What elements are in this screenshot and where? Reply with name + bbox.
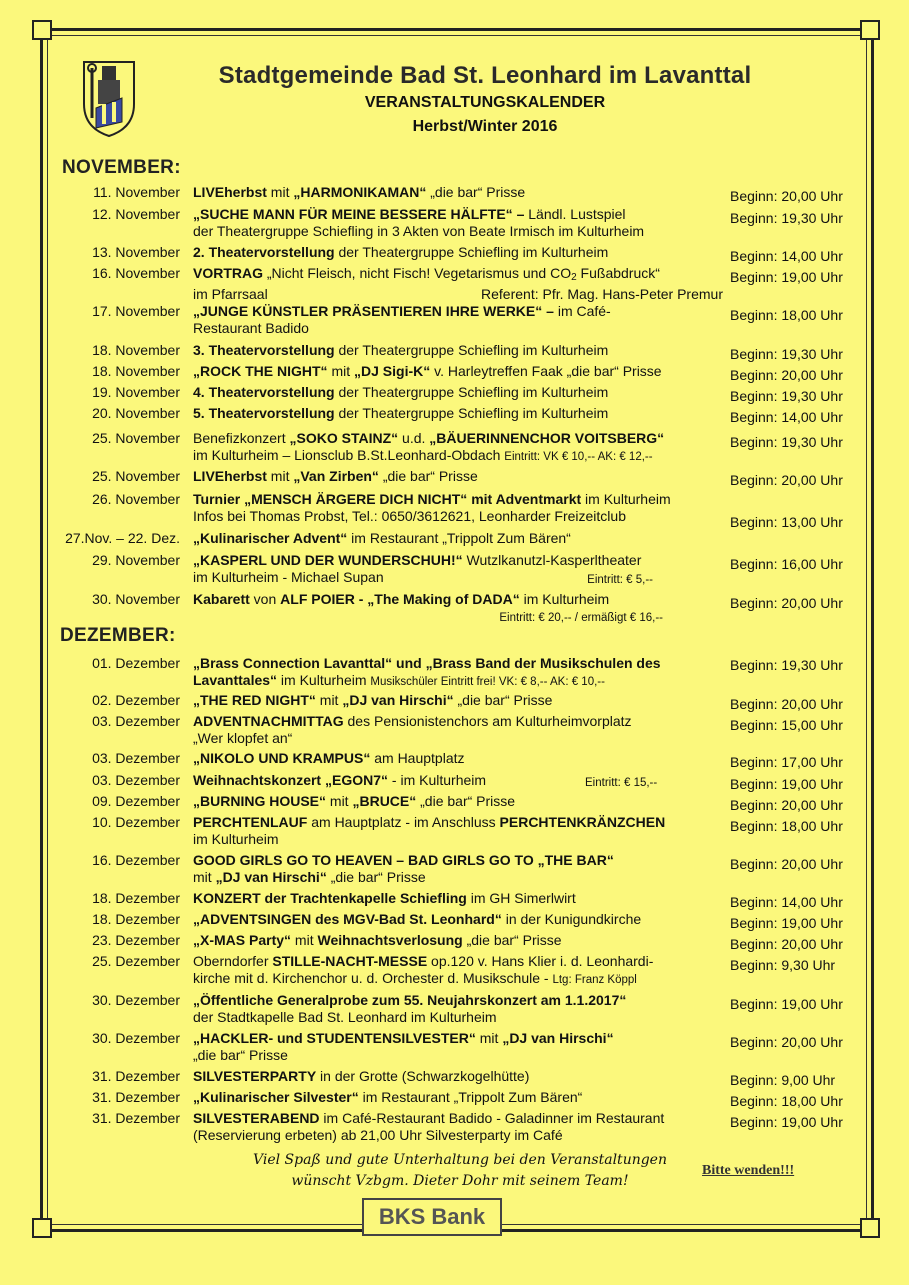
event-begin: Beginn: 9,30 Uhr	[730, 957, 836, 973]
event-date: 19. November	[92, 384, 180, 400]
event-begin: Beginn: 20,00 Uhr	[730, 595, 843, 611]
event-begin: Beginn: 19,00 Uhr	[730, 915, 843, 931]
event-date: 11. November	[93, 184, 180, 200]
event-begin: Beginn: 19,30 Uhr	[730, 210, 843, 226]
event-begin: Beginn: 18,00 Uhr	[730, 1093, 843, 1109]
event-text: „Kulinarischer Silvester“ im Restaurant „Trippolt Zum Bären“	[193, 1089, 583, 1105]
frame-corner	[860, 1218, 880, 1238]
event-begin: Beginn: 20,00 Uhr	[730, 472, 843, 488]
event-date: 25. November	[92, 430, 180, 446]
event-text: Weihnachtskonzert „EGON7“ - im Kulturheim Eintritt: € 15,--	[193, 772, 658, 789]
event-date: 29. November	[92, 552, 180, 568]
event-text: SILVESTERABEND im Café-Restaurant Badido - Galadinner im Restaurant (Reservierung erbeten) ab 21,00 Uhr Silvesterparty im Café	[193, 1110, 665, 1143]
event-begin: Beginn: 14,00 Uhr	[730, 894, 843, 910]
event-text: LIVEherbst mit „Van Zirben“ „die bar“ Prisse	[193, 468, 478, 484]
event-text: „HACKLER- und STUDENTENSILVESTER“ mit „DJ van Hirschi“ „die bar“ Prisse	[193, 1030, 614, 1063]
event-date: 12. November	[92, 206, 180, 222]
event-text: „Öffentliche Generalprobe zum 55. Neujahrskonzert am 1.1.2017“ der Stadtkapelle Bad St. Leonhard im Kulturheim	[193, 992, 627, 1025]
page-title: Stadtgemeinde Bad St. Leonhard im Lavanttal	[218, 62, 752, 89]
month-heading-november: NOVEMBER:	[62, 157, 181, 178]
page-subtitle: VERANSTALTUNGSKALENDER	[364, 94, 606, 111]
event-date: 16. Dezember	[92, 852, 180, 868]
event-begin: Beginn: 18,00 Uhr	[730, 818, 843, 834]
event-begin: Beginn: 14,00 Uhr	[730, 248, 843, 264]
event-text: „Brass Connection Lavanttal“ und „Brass Band der Musikschulen des Lavanttales“ im Kulturheim Musikschüler Eintritt frei! VK: € 8,-- AK: € 10,--	[193, 655, 661, 688]
event-date: 18. November	[92, 342, 180, 358]
event-text: Oberndorfer STILLE-NACHT-MESSE op.120 v. Hans Klier i. d. Leonhardi- kirche mit d. Kirchenchor u. d. Orchester d. Musikschule - Ltg: Franz Köppl	[193, 953, 654, 986]
event-text: „ROCK THE NIGHT“ mit „DJ Sigi-K“ v. Harleytreffen Faak „die bar“ Prisse	[193, 363, 662, 379]
turn-page-note: Bitte wenden!!!	[702, 1163, 795, 1178]
event-date: 31. Dezember	[92, 1110, 180, 1126]
event-text: SILVESTERPARTY in der Grotte (Schwarzkogelhütte)	[193, 1068, 530, 1084]
event-text: GOOD GIRLS GO TO HEAVEN – BAD GIRLS GO TO „THE BAR“ mit „DJ van Hirschi“ „die bar“ Prisse	[193, 852, 614, 885]
event-begin: Beginn: 19,30 Uhr	[730, 346, 843, 362]
event-begin: Beginn: 18,00 Uhr	[730, 307, 843, 323]
event-begin: Beginn: 20,00 Uhr	[730, 188, 843, 204]
event-begin: Beginn: 16,00 Uhr	[730, 556, 843, 572]
event-begin: Beginn: 19,30 Uhr	[730, 388, 843, 404]
event-date: 01. Dezember	[92, 655, 180, 671]
event-date: 25. Dezember	[92, 953, 180, 969]
event-date: 03. Dezember	[92, 750, 180, 766]
event-text: „ADVENTSINGEN des MGV-Bad St. Leonhard“ in der Kunigundkirche	[193, 911, 642, 927]
event-text: 4. Theatervorstellung der Theatergruppe Schiefling im Kulturheim	[193, 384, 609, 400]
greeting-line: Viel Spaß und gute Unterhaltung bei den Veranstaltungen	[253, 1152, 667, 1168]
event-begin: Beginn: 19,30 Uhr	[730, 434, 843, 450]
event-text: „X-MAS Party“ mit Weihnachtsverlosung „die bar“ Prisse	[193, 932, 562, 948]
event-begin: Beginn: 14,00 Uhr	[730, 409, 843, 425]
event-text: ADVENTNACHMITTAG des Pensionistenchors am Kulturheimvorplatz „Wer klopfet an“	[193, 713, 632, 746]
event-text: 5. Theatervorstellung der Theatergruppe Schiefling im Kulturheim	[193, 405, 609, 421]
event-begin: Beginn: 20,00 Uhr	[730, 797, 843, 813]
event-date: 26. November	[92, 491, 180, 507]
event-begin: Beginn: 9,00 Uhr	[730, 1072, 836, 1088]
event-date: 18. November	[92, 363, 180, 379]
event-begin: Beginn: 19,30 Uhr	[730, 657, 843, 673]
event-text: „BURNING HOUSE“ mit „BRUCE“ „die bar“ Prisse	[193, 793, 516, 809]
frame-corner	[860, 20, 880, 40]
event-begin: Beginn: 20,00 Uhr	[730, 856, 843, 872]
event-begin: Beginn: 19,00 Uhr	[730, 776, 843, 792]
event-text: Turnier „MENSCH ÄRGERE DICH NICHT“ mit Adventmarkt im Kulturheim Infos bei Thomas Probst, Tel.: 0650/3612621, Leonharder Freizeitclub	[193, 491, 671, 524]
event-text: Benefizkonzert „SOKO STAINZ“ u.d. „BÄUERINNENCHOR VOITSBERG“ im Kulturheim – Lionsclub B.St.Leonhard-Obdach Eintritt: VK € 10,-- AK: € 12,--	[193, 430, 665, 463]
event-date: 16. November	[92, 265, 180, 281]
event-date: 25. November	[92, 468, 180, 484]
event-date: 02. Dezember	[92, 692, 180, 708]
event-text: LIVEherbst mit „HARMONIKAMAN“ „die bar“ Prisse	[193, 184, 526, 200]
event-date: 03. Dezember	[92, 772, 180, 788]
event-date: 27.Nov. – 22. Dez.	[65, 530, 180, 546]
coat-of-arms-icon	[80, 58, 138, 138]
frame-corner	[32, 20, 52, 40]
event-date: 17. November	[92, 303, 180, 319]
sponsor-logo: BKS Bank	[362, 1198, 502, 1236]
event-begin: Beginn: 20,00 Uhr	[730, 936, 843, 952]
event-date: 18. Dezember	[92, 911, 180, 927]
event-text: „KASPERL UND DER WUNDERSCHUH!“ Wutzlkanutzl-Kasperltheater im Kulturheim - Michael Supan Eintritt: € 5,--	[193, 552, 653, 586]
event-text: „THE RED NIGHT“ mit „DJ van Hirschi“ „die bar“ Prisse	[193, 692, 553, 708]
event-date: 30. November	[92, 591, 180, 607]
event-begin: Beginn: 15,00 Uhr	[730, 717, 843, 733]
event-begin: Beginn: 19,00 Uhr	[730, 269, 843, 285]
event-text: Kabarett von ALF POIER - „The Making of DADA“ im Kulturheim Eintritt: € 20,-- / ermäßigt € 16,--	[193, 591, 663, 624]
event-text: „Kulinarischer Advent“ im Restaurant „Trippolt Zum Bären“	[193, 530, 571, 546]
event-begin: Beginn: 19,00 Uhr	[730, 1114, 843, 1130]
event-date: 23. Dezember	[92, 932, 180, 948]
event-date: 03. Dezember	[92, 713, 180, 729]
closing-greeting	[210, 1150, 710, 1192]
event-date: 31. Dezember	[92, 1089, 180, 1105]
event-date: 20. November	[92, 405, 180, 421]
event-date: 13. November	[92, 244, 180, 260]
event-text: PERCHTENLAUF am Hauptplatz - im Anschluss PERCHTENKRÄNZCHEN im Kulturheim	[193, 814, 666, 847]
event-text: 3. Theatervorstellung der Theatergruppe Schiefling im Kulturheim	[193, 342, 609, 358]
event-date: 10. Dezember	[92, 814, 180, 830]
event-date: 30. Dezember	[92, 992, 180, 1008]
month-heading-dezember: DEZEMBER:	[60, 625, 176, 646]
event-text: 2. Theatervorstellung der Theatergruppe Schiefling im Kulturheim	[193, 244, 609, 260]
event-date: 18. Dezember	[92, 890, 180, 906]
event-date: 30. Dezember	[92, 1030, 180, 1046]
season-label: Herbst/Winter 2016	[412, 118, 558, 135]
event-begin: Beginn: 20,00 Uhr	[730, 1034, 843, 1050]
event-text: „NIKOLO UND KRAMPUS“ am Hauptplatz	[193, 750, 465, 766]
event-begin: Beginn: 19,00 Uhr	[730, 996, 843, 1012]
event-text: „JUNGE KÜNSTLER PRÄSENTIEREN IHRE WERKE“ – im Café- Restaurant Badido	[193, 303, 611, 336]
event-begin: Beginn: 20,00 Uhr	[730, 367, 843, 383]
event-begin: Beginn: 13,00 Uhr	[730, 514, 843, 530]
frame-corner	[32, 1218, 52, 1238]
greeting-signature: wünscht Vzbgm. Dieter Dohr mit seinem Team!	[291, 1173, 629, 1189]
event-text: „SUCHE MANN FÜR MEINE BESSERE HÄLFTE“ – Ländl. Lustspiel der Theatergruppe Schiefling in 3 Akten von Beate Irmisch im Kulturheim	[193, 206, 645, 239]
header	[160, 62, 810, 138]
event-begin: Beginn: 20,00 Uhr	[730, 696, 843, 712]
event-date: 31. Dezember	[92, 1068, 180, 1084]
event-date: 09. Dezember	[92, 793, 180, 809]
event-begin: Beginn: 17,00 Uhr	[730, 754, 843, 770]
event-text: VORTRAG „Nicht Fleisch, nicht Fisch! Vegetarismus und $CO_2$ Fußabdruck“ im Pfarrsaal Referent: Pfr. Mag. Hans-Peter Premur	[193, 265, 723, 302]
event-text: KONZERT der Trachtenkapelle Schiefling im GH Simerlwirt	[193, 890, 576, 906]
